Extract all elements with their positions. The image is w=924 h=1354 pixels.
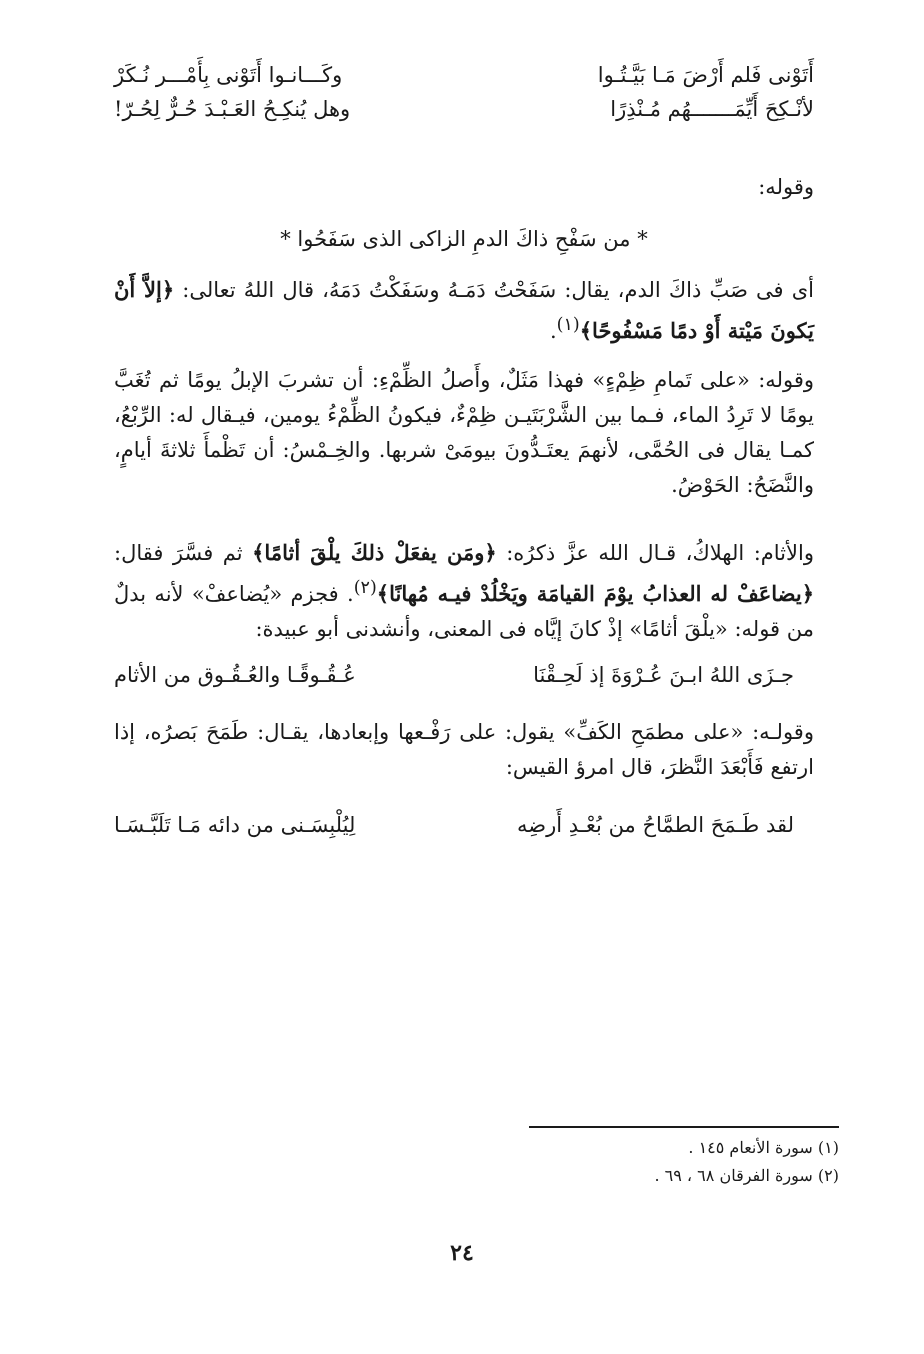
poem-line-2	[114, 92, 814, 126]
opening-poem	[114, 58, 814, 126]
paragraph-3-text-c: . فجزم «يُضاعفْ» لأنه بدلٌ من قوله: «يلْقَ أثامًا» إذْ كانَ إيَّاه فى المعنى، وأنشدنى أبو عبيدة:	[114, 582, 814, 641]
quran-quote-3: ﴿يضاعَفْ له العذابُ يوْمَ القيامَة ويَخْلُدْ فيـه مُهانًا﴾	[376, 581, 814, 606]
quran-quote-2: ﴿ومَن يفعَلْ ذلكَ يلْقَ أثامًا﴾	[252, 540, 497, 565]
poem-line-2-first-hemistich: لأنْـكِحَ أَيِّمَـــــــهُم مُـنْذِرًا	[610, 97, 814, 121]
footnote-1: (١) سورة الأنعام ١٤٥ .	[688, 1138, 839, 1157]
footnote-ref-2: (٢)	[353, 578, 377, 598]
paragraph-1-text: أى فى صَبِّ ذاكَ الدم، يقال: سَفَحْتُ دَمَـهُ وسَفَكْتُ دَمَهُ، قال اللهُ تعالى:	[182, 278, 814, 302]
verse-imru-al-qays	[114, 808, 794, 843]
paragraph-3	[114, 535, 814, 647]
paragraph-1	[114, 272, 814, 349]
poem-line-1	[114, 58, 814, 92]
footnotes	[479, 1134, 839, 1190]
footnote-2: (٢) سورة الفرقان ٦٨ ، ٦٩ .	[654, 1166, 839, 1185]
paragraph-2: وقوله: «على تَمامِ ظِمْءٍ» فهذا مَثَلٌ، وأَصلُ الظِّمْءِ: أن تشربَ الإبلُ يومًا ثم تُغَبَّ يومًا لا تَرِدُ الماء، فـما بين الشَّرْبَتَيـن ظِمْءٌ، فيكونُ الظِّمْءُ يومين، فيـقال له: الرِّبْعُ، كمـا يقال فى الحُمَّى، لأنهمَ يعتَـدُّونَ بيومَىْ شربها. والخِـمْسُ: أن تَظْمأَ ثلاثةَ أيامٍ، والنَّضَحُ: الحَوْضُ.	[114, 368, 814, 497]
quoted-hemistich: * من سَفْحِ ذاكَ الدمِ الزاكى الذى سَفَحُوا *	[280, 227, 648, 251]
paragraph-3-text-b: ثم فسَّرَ فقال:	[114, 541, 243, 565]
verse-3-first-hemistich: لقد طَـمَحَ الطمَّاحُ من بُعْـدِ أَرضِه	[517, 813, 794, 837]
page-number: ٢٤	[450, 1240, 474, 1266]
poem-line-2-second-hemistich: وهل يُنكِـحُ العَـبْـدَ حُـرٌّ لِحُـرّ!	[114, 97, 351, 121]
paragraph-4: وقولـه: «على مطمَحِ الكَفِّ» يقول: على رَفْـعها وإبعادها، يقـال: طَمَحَ بَصرُه، إذا ارتفع فَأَبْعَدَ النَّظرَ، قال امرؤ القيس:	[114, 720, 814, 779]
intro-label: وقوله:	[758, 175, 814, 199]
footnote-divider	[529, 1126, 839, 1128]
poem-line-1-second-hemistich: وكَـــانـوا أَتَوْنى بِأَمْـــر نُـكَرْ	[114, 63, 343, 87]
poem-line-1-first-hemistich: أَتَوْنى فَلم أَرْضَ مَـا بَيَّـتُـوا	[597, 63, 814, 87]
verse-2-second-hemistich: عُـقُـوقًـا والعُـقُـوق من الأثام	[114, 663, 356, 687]
footnote-ref-1: (١)	[556, 315, 580, 335]
paragraph-3-text-a: والأثام: الهلاكُ، قـال الله عزَّ ذكرُه:	[506, 541, 814, 565]
quran-quote-1: ﴿إلاَّ أَنْ يَكونَ مَيْتة أَوْ دمًا مَسْفُوحًا﴾	[114, 277, 814, 343]
paragraph-1-end: .	[549, 319, 557, 343]
verse-3-second-hemistich: لِيُلْبِسَـنى من دائه مَـا تَلَبَّـسَـا	[114, 813, 356, 837]
verse-2-first-hemistich: جـزَى اللهُ ابـنَ عُـرْوَةَ إذ لَحِـقْنَا	[533, 663, 794, 687]
verse-abu-ubayda	[114, 658, 794, 693]
